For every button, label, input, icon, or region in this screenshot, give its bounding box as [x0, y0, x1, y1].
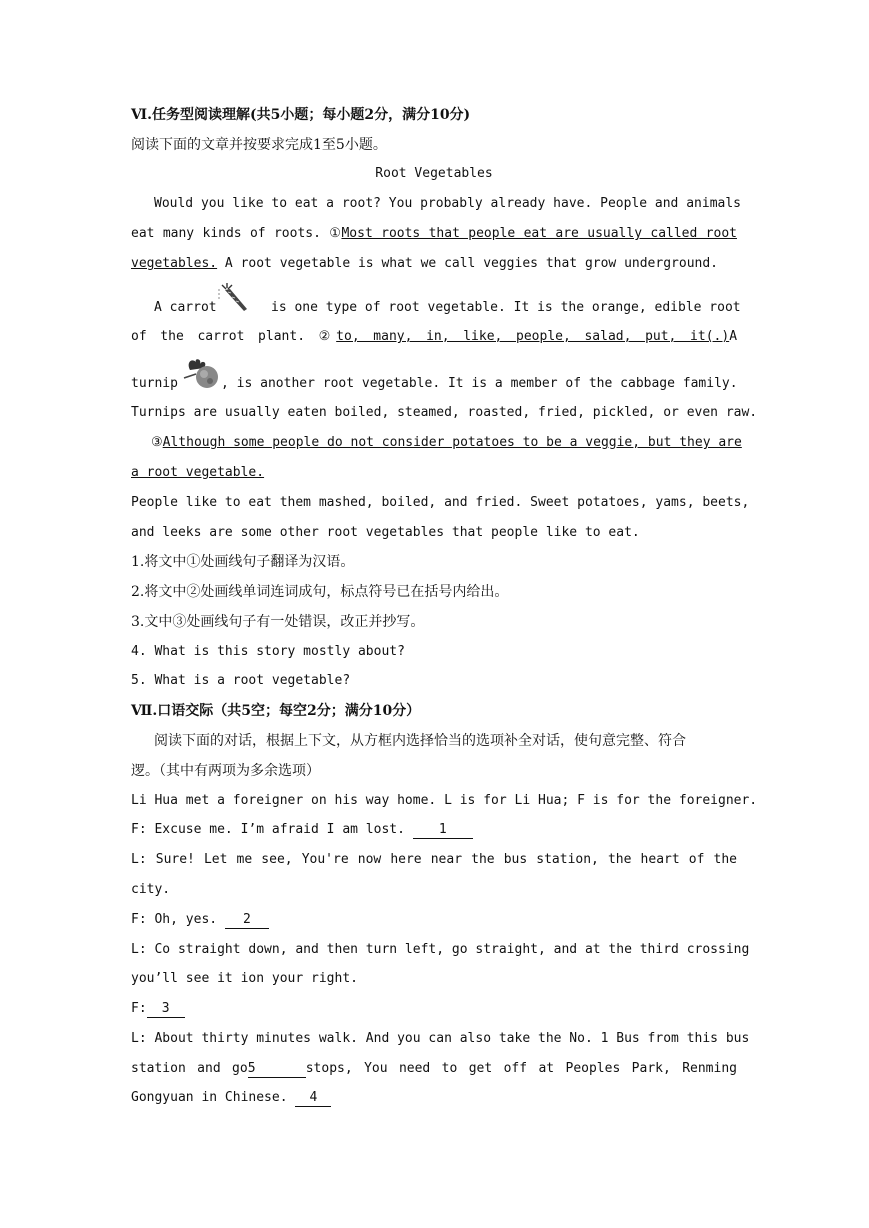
dialogue-l2-line2: you’ll see it ion your right.: [131, 971, 358, 986]
passage-title: Root Vegetables: [375, 166, 493, 181]
p2-line2-end: A: [729, 329, 738, 344]
p4-line2: and leeks are some other root vegetables that people like to eat.: [131, 525, 640, 540]
dialogue-l3-line1: L: About thirty minutes walk. And you can also take the No. 1 Bus from this bus: [131, 1031, 750, 1046]
underlined-sentence-1: Most roots that people eat are usually called root: [341, 226, 737, 241]
dialogue-intro: Li Hua met a foreigner on his way home. L is for Li Hua; F is for the foreigner.: [131, 793, 758, 808]
blank-1[interactable]: 1: [413, 822, 473, 839]
section7-instruction-line1: 阅读下面的对话，根据上下文，从方框内选择恰当的选项补全对话，使句意完整、符合: [154, 733, 686, 749]
p2-line1-a: A carrot: [154, 300, 217, 315]
dialogue-l1-line1: L: Sure! Let me see, You're now here near the bus station, the heart of the: [131, 852, 737, 867]
p1-line3: [131, 255, 737, 273]
underlined-sentence-3: Although some people do not consider potatoes to be a veggie, but they are: [162, 435, 742, 450]
underlined-sentence-3-end: a root vegetable.: [131, 465, 265, 480]
dialogue-l3-line3-text: Gongyuan in Chinese.: [131, 1090, 288, 1105]
question-1: 1.将文中①处画线句子翻译为汉语。: [131, 554, 355, 570]
dialogue-f3-text: F:: [131, 1001, 147, 1016]
question-2: 2.将文中②处画线单词连词成句，标点符号已在括号内给出。: [131, 584, 509, 600]
p2-line4: Turnips are usually eaten boiled, steamed, roasted, fried, pickled, or even raw.: [131, 405, 758, 420]
p4-line1: People like to eat them mashed, boiled, and fried. Sweet potatoes, yams, beets,: [131, 495, 750, 510]
blank-4[interactable]: 4: [295, 1090, 331, 1107]
p1-line2: [131, 225, 737, 243]
p1-line3-text: A root vegetable is what we call veggies that grow underground.: [217, 256, 718, 271]
underlined-words-2: to, many, in, like, people, salad, put, it(.): [336, 329, 730, 344]
question-5: 5. What is a root vegetable?: [131, 673, 351, 688]
p3-line2: [131, 464, 737, 482]
section7-instruction-line2: 逻。（其中有两项为多余选项）: [131, 763, 320, 779]
section6-instruction: 阅读下面的文章并按要求完成1至5小题。: [131, 137, 387, 153]
p2-line3-a: turnip: [131, 376, 178, 391]
blank-5[interactable]: 5: [248, 1061, 306, 1078]
underlined-sentence-1-end: vegetables.: [131, 256, 218, 271]
blank-2[interactable]: 2: [225, 912, 269, 929]
dialogue-f3: [131, 1000, 737, 1018]
section6-heading: Ⅵ.任务型阅读理解(共5小题；每小题2分，满分10分): [131, 107, 471, 123]
p1-line2-text: eat many kinds of roots. ①: [131, 226, 342, 241]
dialogue-f2-text: F: Oh, yes.: [131, 912, 218, 927]
dialogue-l1-line2: city.: [131, 882, 171, 897]
question-3: 3.文中③处画线句子有一处错误，改正并抄写。: [131, 614, 425, 630]
p3-line1: [151, 434, 742, 452]
dialogue-l3-line2-end: stops, You need to get off at Peoples Park, Renming: [305, 1061, 737, 1076]
p2-line2-text: of the carrot plant. ②: [131, 329, 337, 344]
question-4: 4. What is this story mostly about?: [131, 644, 405, 659]
dialogue-f2: [131, 911, 737, 929]
p2-line2: [131, 328, 737, 346]
circled-number-3: ③: [151, 435, 163, 450]
blank-3[interactable]: 3: [147, 1001, 185, 1018]
dialogue-l3-line2-text: station and go: [131, 1061, 248, 1076]
p2-line3-b: , is another root vegetable. It is a member of the cabbage family.: [221, 376, 738, 391]
dialogue-l2-line1: L: Co straight down, and then turn left, go straight, and at the third crossing: [131, 942, 750, 957]
dialogue-l3-line2: [131, 1060, 737, 1078]
section7-heading: Ⅶ.口语交际（共5空；每空2分；满分10分）: [131, 703, 421, 719]
carrot-icon: [218, 283, 252, 315]
p2-line1-b: is one type of root vegetable. It is the orange, edible root: [271, 300, 741, 315]
dialogue-f1: [131, 821, 737, 839]
turnip-icon: [180, 356, 220, 390]
dialogue-f1-text: F: Excuse me. I’m afraid I am lost.: [131, 822, 405, 837]
dialogue-l3-line3: [131, 1089, 737, 1107]
p1-line1: Would you like to eat a root? You probably already have. People and animals: [154, 196, 741, 211]
